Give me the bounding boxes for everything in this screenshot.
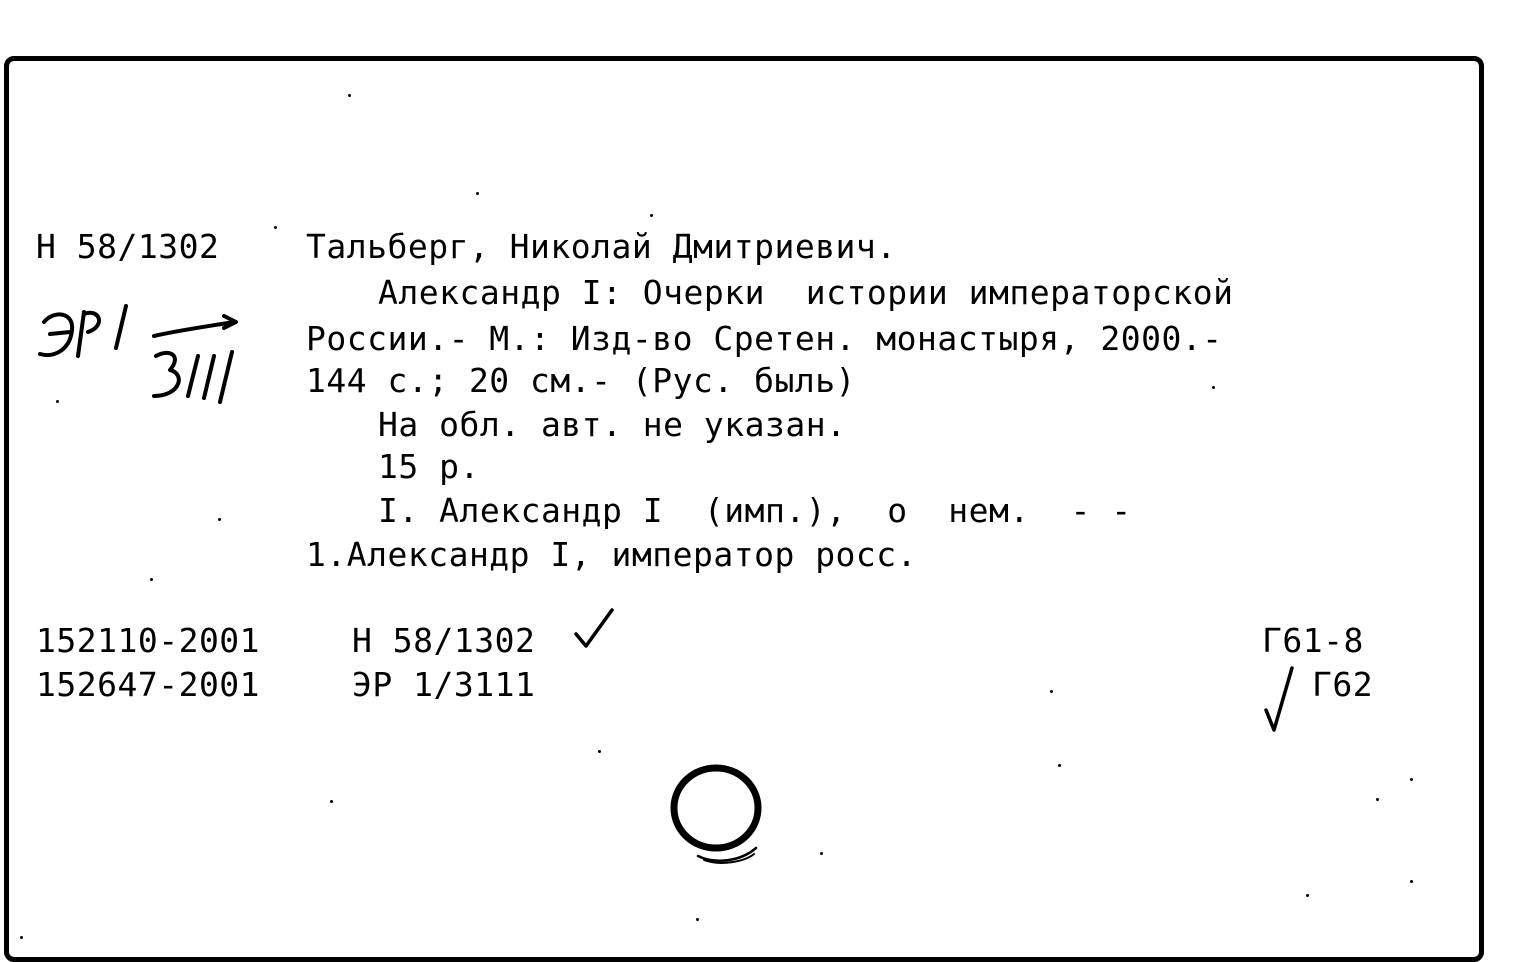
scan-speck [650, 214, 653, 217]
handwritten-shelfmark [30, 300, 250, 420]
check-mark-icon [570, 604, 620, 654]
scan-speck [56, 400, 59, 403]
scan-speck [20, 936, 23, 939]
scan-speck [598, 750, 601, 753]
title-line-1: Александр I: Очерки истории императорской [378, 273, 1234, 312]
author-heading: Тальберг, Николай Дмитриевич. [306, 227, 897, 266]
title-line-3: 144 с.; 20 см.- (Рус. быль) [306, 361, 856, 400]
shelfmark: Н 58/1302 [36, 227, 220, 266]
inventory-location-1: Н 58/1302 [352, 621, 536, 660]
scan-speck [1410, 880, 1413, 883]
punch-hole-icon [664, 762, 774, 872]
price-line: 15 р. [378, 447, 480, 486]
subject-line-1: I. Александр I (имп.), о нем. - - [378, 491, 1132, 530]
scan-speck [330, 800, 333, 803]
scan-speck [1050, 690, 1053, 693]
inventory-number-2: 152647-2001 [36, 665, 261, 704]
inventory-location-2: ЭР 1/3111 [352, 665, 536, 704]
scan-speck [150, 578, 153, 581]
scan-speck [820, 852, 823, 855]
scan-speck [476, 192, 479, 195]
note-line: На обл. авт. не указан. [378, 405, 847, 444]
subject-line-2: 1.Александр I, император росс. [306, 535, 918, 574]
classification-check-icon [1262, 664, 1302, 738]
classification-2: Г62 [1312, 665, 1374, 704]
scan-speck [274, 226, 277, 229]
scan-speck [218, 518, 221, 521]
scan-speck [1410, 778, 1413, 781]
scan-speck [348, 94, 351, 97]
title-line-2: России.- М.: Изд-во Сретен. монастыря, 2000.- [306, 319, 1223, 358]
inventory-number-1: 152110-2001 [36, 621, 261, 660]
scan-speck [1212, 386, 1215, 389]
scan-speck [1376, 798, 1379, 801]
classification-1: Г61-8 [1262, 621, 1364, 660]
scan-speck [1058, 764, 1061, 767]
scan-speck [696, 918, 699, 921]
scan-speck [1306, 894, 1309, 897]
